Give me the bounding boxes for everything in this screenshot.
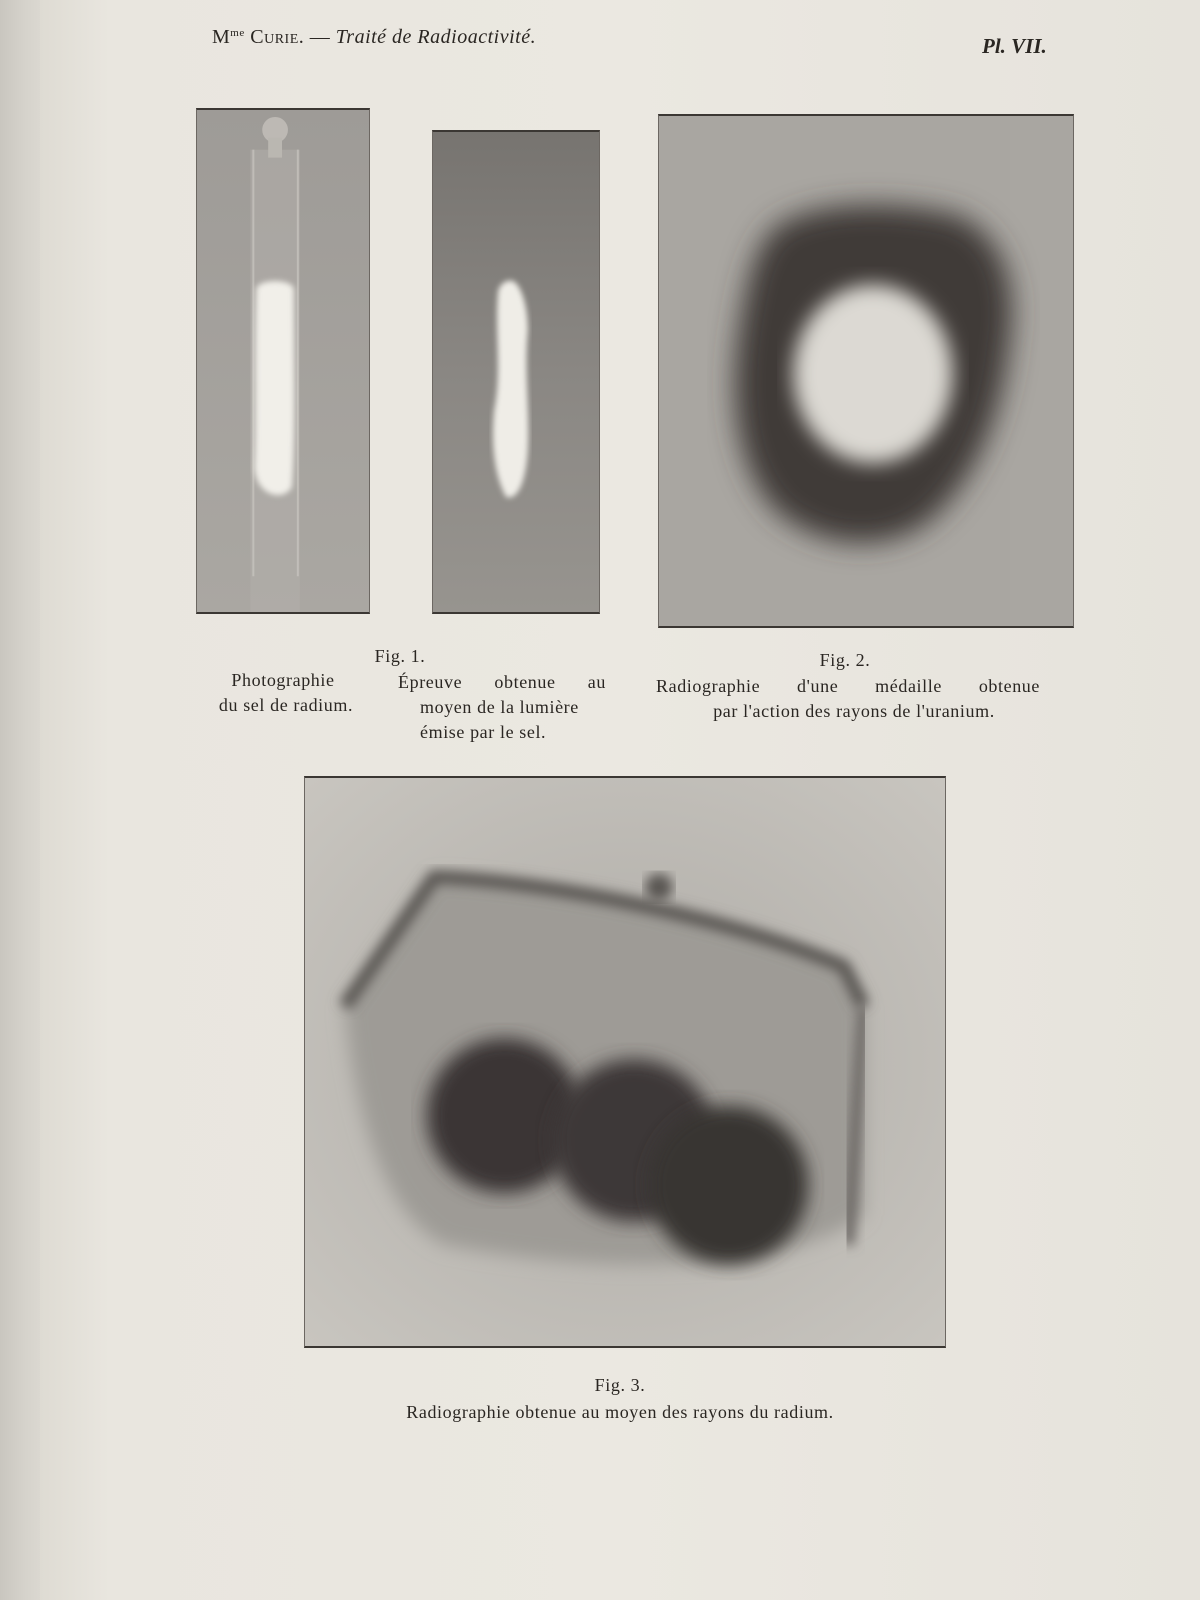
- author-prefix: M: [212, 26, 231, 48]
- fig1-right-caption-line3: émise par le sel.: [420, 722, 547, 742]
- fig1-number: Fig. 1.: [374, 646, 426, 666]
- fig3-caption: Radiographie obtenue au moyen des rayons du radium.: [406, 1402, 834, 1422]
- fig1-left-caption-line1: Photographie: [231, 670, 335, 690]
- fig1-right-caption-line2: moyen de la lumière: [420, 697, 579, 717]
- fig3-number: Fig. 3.: [594, 1375, 646, 1395]
- book-spine-shadow: [0, 0, 44, 1600]
- fig2-medal-radiograph-plate: [658, 114, 1074, 628]
- running-header: [212, 26, 536, 49]
- fig2-caption-line2: par l'action des rayons de l'uranium.: [713, 701, 995, 721]
- fig1-luminescence-plate: [432, 130, 600, 614]
- header-separator: . —: [298, 26, 331, 48]
- fig3-purse-radiograph-plate: [304, 776, 946, 1348]
- book-title: Traité de Radioactivité.: [335, 26, 537, 48]
- fig2-number: Fig. 2.: [819, 650, 871, 670]
- author-name: Curie: [250, 26, 299, 48]
- plate-number: Pl. VII.: [982, 34, 1047, 58]
- fig2-caption-line1: Radiographie d'une médaille obtenue: [656, 676, 1040, 696]
- fig1-right-caption-line1: Épreuve obtenue au: [398, 672, 606, 692]
- fig1-photograph-plate: [196, 108, 370, 614]
- fig1-left-caption-line2: du sel de radium.: [218, 695, 354, 715]
- author-sup: me: [230, 27, 245, 39]
